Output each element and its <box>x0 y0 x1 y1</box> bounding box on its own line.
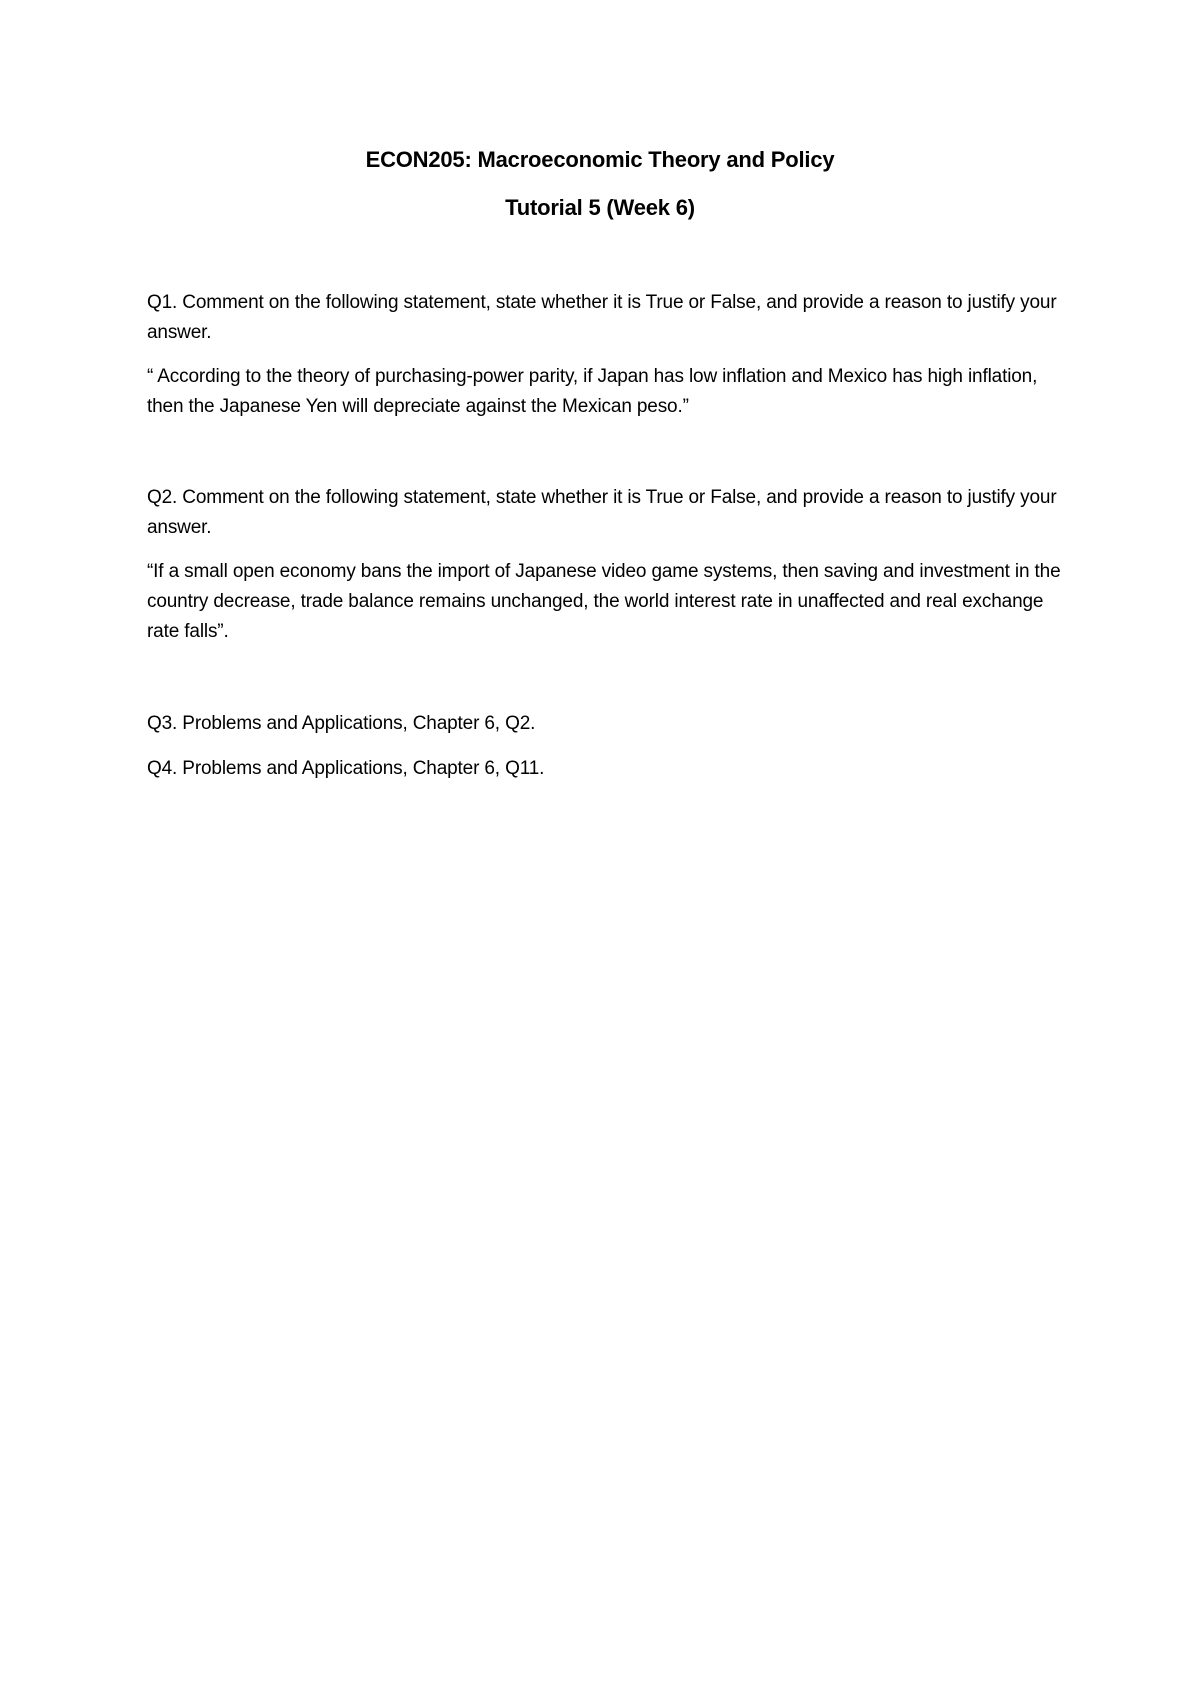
tutorial-title: Tutorial 5 (Week 6) <box>505 195 695 220</box>
question-3: Q3. Problems and Applications, Chapter 6, Q2. <box>147 713 536 734</box>
question-1-prompt: Q1. Comment on the following statement, state whether it is True or False, and provide a reason to justify your answer. <box>147 292 1057 343</box>
question-4: Q4. Problems and Applications, Chapter 6, Q11. <box>147 758 545 779</box>
question-1-statement: “ According to the theory of purchasing-power parity, if Japan has low inflation and Mexico has high inflation, then the Japanese Yen will depreciate against the Mexican peso.” <box>147 366 1038 417</box>
question-2-prompt: Q2. Comment on the following statement, state whether it is True or False, and provide a reason to justify your answer. <box>147 487 1057 538</box>
question-2-statement: “If a small open economy bans the import of Japanese video game systems, then saving and investment in the country decrease, trade balance remains unchanged, the world interest rate in unaffected and real exchange rate falls”. <box>147 561 1061 642</box>
course-title: ECON205: Macroeconomic Theory and Policy <box>365 147 835 172</box>
